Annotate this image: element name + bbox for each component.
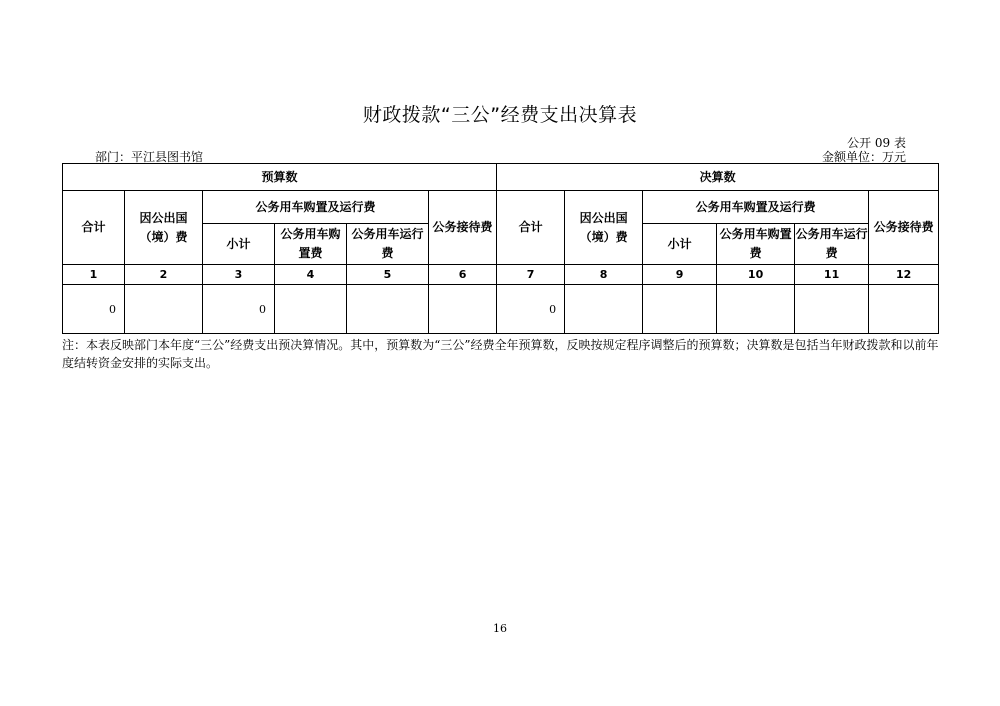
column-number-row <box>63 265 939 285</box>
value-cell <box>429 285 497 334</box>
column-number: 4 <box>275 265 347 285</box>
value-cell <box>717 285 795 334</box>
final-total-header: 合计 <box>497 191 565 265</box>
value-cell <box>347 285 429 334</box>
value-cell <box>565 285 643 334</box>
budget-vehicle-header: 公务用车购置及运行费 <box>203 191 429 224</box>
column-number: 5 <box>347 265 429 285</box>
final-purchase-header: 公务用车购置费 <box>717 224 795 265</box>
budget-total-header: 合计 <box>63 191 125 265</box>
form-number: 公开 09 表 <box>847 136 906 150</box>
value-cell: 0 <box>203 285 275 334</box>
page-title: 财政拨款“三公”经费支出决算表 <box>362 104 638 126</box>
page-number: 16 <box>493 622 507 635</box>
budget-reception-header: 公务接待费 <box>429 191 497 265</box>
column-number: 10 <box>717 265 795 285</box>
final-abroad-header: 因公出国（境）费 <box>565 191 643 265</box>
column-number: 12 <box>869 265 939 285</box>
column-number: 6 <box>429 265 497 285</box>
value-cell: 0 <box>497 285 565 334</box>
value-cell <box>643 285 717 334</box>
column-number: 2 <box>125 265 203 285</box>
table-footnote: 注：本表反映部门本年度“三公”经费支出预决算情况。其中，预算数为“三公”经费全年预算数，反映按规定程序调整后的预算数；决算数是包括当年财政拨款和以前年度结转资金安排的实际支出。 <box>62 338 939 370</box>
value-cell <box>869 285 939 334</box>
column-number: 8 <box>565 265 643 285</box>
amount-unit-label: 金额单位：万元 <box>821 150 906 164</box>
value-cell <box>795 285 869 334</box>
budget-operation-header: 公务用车运行费 <box>347 224 429 265</box>
department-label: 部门：平江县图书馆 <box>95 150 204 164</box>
final-subtotal-header: 小计 <box>643 224 717 265</box>
budget-group-header: 预算数 <box>63 164 497 191</box>
column-number: 9 <box>643 265 717 285</box>
column-number: 7 <box>497 265 565 285</box>
final-group-header: 决算数 <box>497 164 939 191</box>
column-number: 3 <box>203 265 275 285</box>
budget-abroad-header: 因公出国（境）费 <box>125 191 203 265</box>
three-public-expenses-table <box>62 163 939 334</box>
table-row <box>63 285 939 334</box>
value-cell <box>275 285 347 334</box>
budget-subtotal-header: 小计 <box>203 224 275 265</box>
column-number: 11 <box>795 265 869 285</box>
value-cell: 0 <box>63 285 125 334</box>
column-number: 1 <box>63 265 125 285</box>
value-cell <box>125 285 203 334</box>
final-reception-header: 公务接待费 <box>869 191 939 265</box>
budget-purchase-header: 公务用车购置费 <box>275 224 347 265</box>
final-vehicle-header: 公务用车购置及运行费 <box>643 191 869 224</box>
final-operation-header: 公务用车运行费 <box>795 224 869 265</box>
